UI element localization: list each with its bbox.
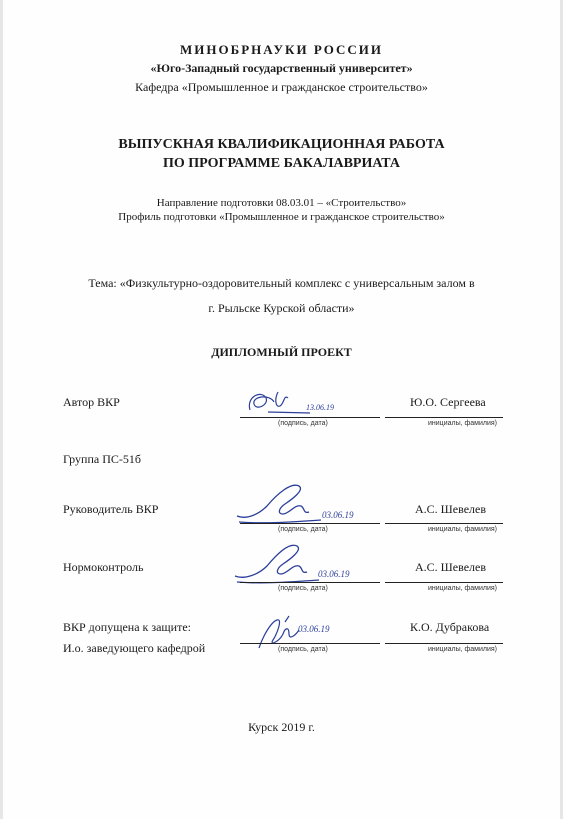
group-label: Группа ПС-51б — [63, 452, 141, 466]
project-type: ДИПЛОМНЫЙ ПРОЕКТ — [211, 345, 352, 359]
supervisor-name-caption: инициалы, фамилия) — [428, 526, 497, 533]
direction-line2: Профиль подготовки «Промышленное и гражданское строительство» — [118, 211, 445, 223]
ministry-heading: МИНОБРНАУКИ РОССИИ — [180, 42, 383, 57]
supervisor-date: 03.06.19 — [322, 510, 354, 520]
work-title-line1: ВЫПУСКНАЯ КВАЛИФИКАЦИОННАЯ РАБОТА — [118, 137, 445, 152]
supervisor-name: А.С. Шевелев — [415, 502, 487, 516]
normcontrol-name-caption: инициалы, фамилия) — [428, 585, 497, 592]
admission-signature-caption: (подпись, дата) — [278, 646, 328, 653]
supervisor-name-line — [385, 523, 503, 524]
normcontrol-signature-caption: (подпись, дата) — [278, 585, 328, 592]
admission-label: ВКР допущена к защите: — [63, 620, 191, 634]
scan-edge-left — [0, 0, 3, 819]
normcontrol-date: 03.06.19 — [318, 569, 350, 579]
university-name: «Юго-Западный государственный университет» — [150, 61, 413, 75]
normcontrol-name: А.С. Шевелев — [415, 560, 487, 574]
head-of-department-label: И.о. заведующего кафедрой — [63, 641, 206, 655]
admission-date: 03.06.19 — [298, 624, 330, 634]
author-signature-caption: (подпись, дата) — [278, 420, 328, 427]
author-date: 13.06.19 — [306, 403, 334, 412]
department-name: Кафедра «Промышленное и гражданское строительство» — [135, 80, 428, 94]
admission-name-caption: инициалы, фамилия) — [428, 646, 497, 653]
author-signature-line — [240, 417, 380, 418]
supervisor-signature-line — [240, 523, 380, 524]
author-name-line — [385, 417, 503, 418]
normcontrol-signature-line — [240, 582, 380, 583]
supervisor-label: Руководитель ВКР — [63, 502, 159, 516]
normcontrol-label: Нормоконтроль — [63, 560, 144, 574]
admission-name: К.О. Дубракова — [410, 620, 490, 634]
author-name-caption: инициалы, фамилия) — [428, 420, 497, 427]
topic-line1: Тема: «Физкультурно-оздоровительный комплекс с универсальным залом в — [88, 276, 475, 290]
supervisor-signature — [233, 478, 333, 533]
admission-signature-line — [240, 643, 380, 644]
author-label: Автор ВКР — [63, 395, 120, 409]
city-year: Курск 2019 г. — [248, 720, 315, 734]
author-name: Ю.О. Сергеева — [410, 395, 486, 409]
supervisor-signature-caption: (подпись, дата) — [278, 526, 328, 533]
admission-name-line — [385, 643, 503, 644]
work-title-line2: ПО ПРОГРАММЕ БАКАЛАВРИАТА — [163, 156, 400, 171]
author-signature — [244, 386, 314, 421]
direction-line1: Направление подготовки 08.03.01 – «Строительство» — [156, 197, 407, 209]
normcontrol-name-line — [385, 582, 503, 583]
topic-line2: г. Рыльске Курской области» — [208, 301, 355, 315]
